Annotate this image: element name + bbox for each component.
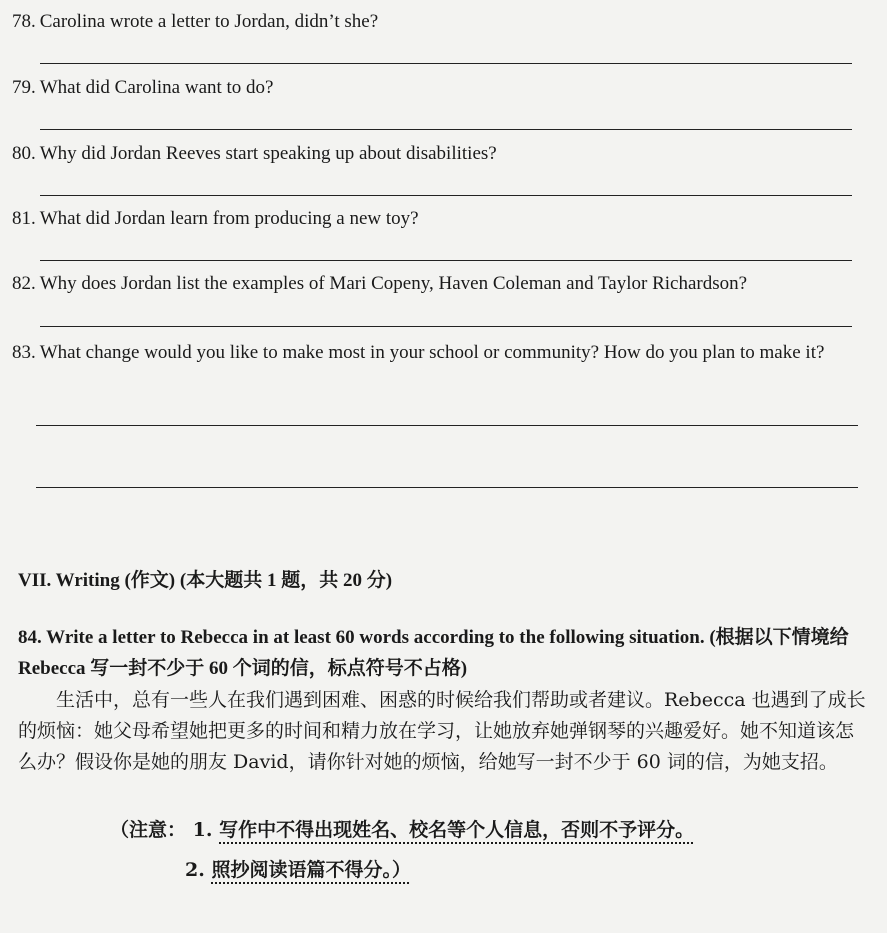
section-title: VII. Writing (作文) (本大题共 1 题，共 20 分) [18,570,393,591]
question-82 [12,272,747,296]
question-81 [12,207,419,231]
answer-line-81[interactable] [40,260,852,261]
question-text: Carolina wrote a letter to Jordan, didn’t she? [39,11,379,32]
question-number: 80. [12,143,36,164]
question-number: 81. [12,208,36,229]
question-text: What did Jordan learn from producing a new toy? [39,208,419,229]
task-text: Write a letter to Rebecca in at least 60 words according to the following situation. (根据以下情境给 Rebecca 写一封不少于 60 个词的信，标点符号不占格) [18,627,849,679]
question-83 [12,338,862,367]
note-line-1 [110,815,694,842]
question-text: Why does Jordan list the examples of Mari Copeny, Haven Coleman and Taylor Richardson? [39,273,748,294]
question-number: 83. [12,342,36,363]
question-text: What did Carolina want to do? [39,77,274,98]
question-80 [12,142,497,166]
note-1-text: 写作中不得出现姓名、校名等个人信息，否则不予评分。 [219,819,695,841]
answer-line-80[interactable] [40,195,852,196]
note-2-text: 照抄阅读语篇不得分。） [211,859,411,881]
question-number: 79. [12,77,36,98]
task-number: 84. [18,627,42,648]
writing-task [18,622,868,684]
question-number: 78. [12,11,36,32]
answer-line-82[interactable] [40,326,852,327]
situation-paragraph: 生活中，总有一些人在我们遇到困难、困惑的时候给我们帮助或者建议。Rebecca 也遇到了成长的烦恼：她父母希望她把更多的时间和精力放在学习，让她放弃她弹钢琴的兴趣爱好。她不知道该怎么办？假设你是她的朋友 David，请你针对她的烦恼，给她写一封不少于 60 词的信，为她支招。 [18,689,866,773]
note-line-2 [185,855,411,882]
note-1-number: 1. [192,819,213,841]
question-text: What change would you like to make most in your school or community? How do you plan to make it? [39,342,825,363]
question-text: Why did Jordan Reeves start speaking up about disabilities? [39,143,497,164]
note-prefix: （注意： [110,819,187,841]
answer-line-78[interactable] [40,63,852,64]
answer-line-79[interactable] [40,129,852,130]
answer-line-83a[interactable] [36,425,858,426]
question-number: 82. [12,273,36,294]
note-2-number: 2. [185,859,205,881]
answer-line-83b[interactable] [36,487,858,488]
question-78 [12,10,378,34]
question-79 [12,76,274,100]
